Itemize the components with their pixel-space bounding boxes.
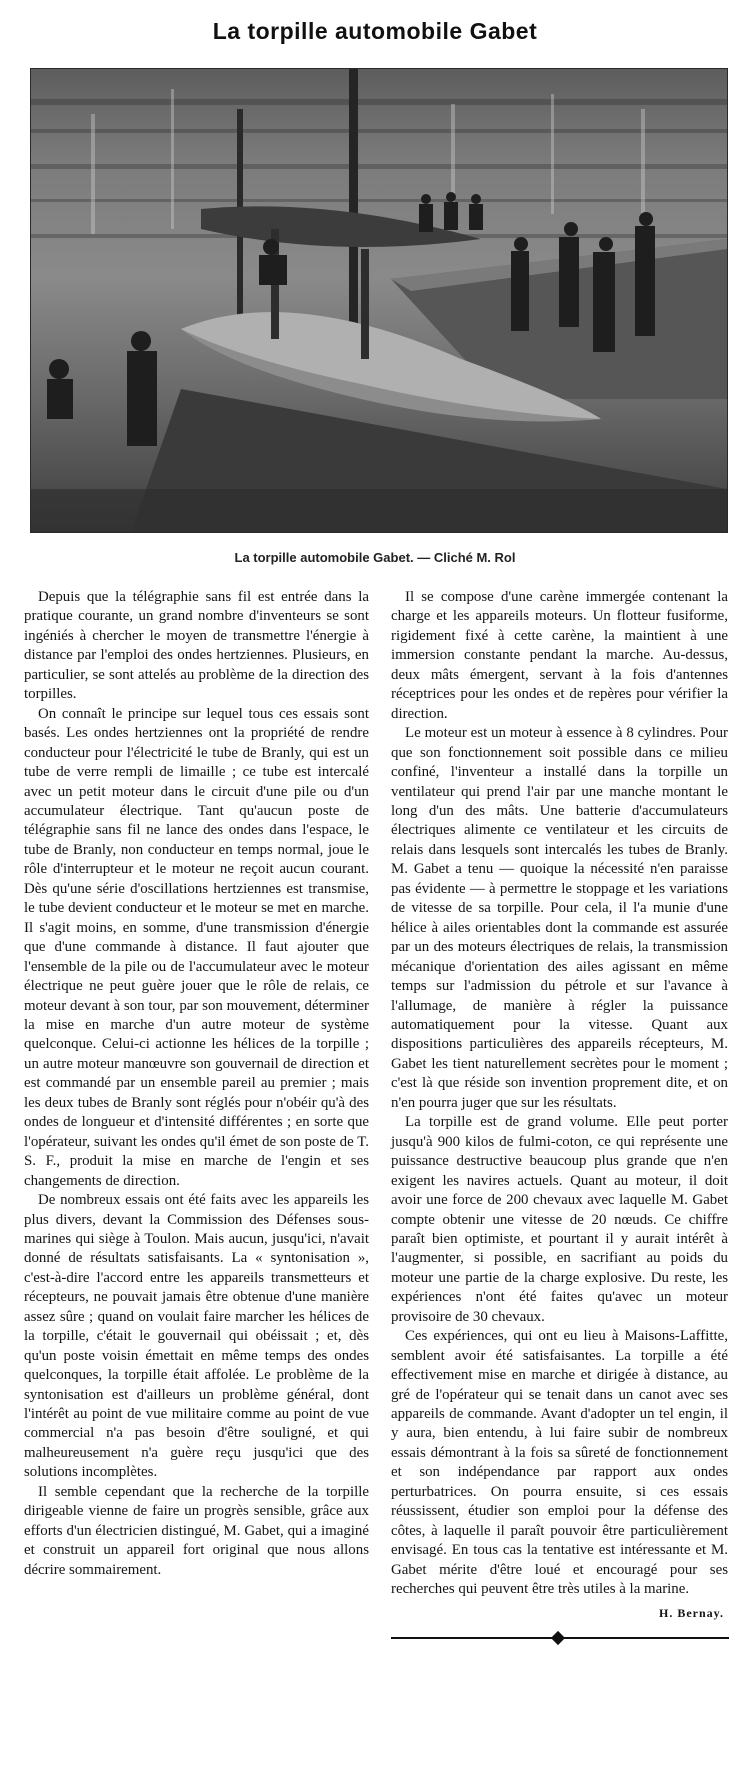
torpedo-photograph: [30, 68, 728, 533]
paragraph: Le moteur est un moteur à essence à 8 cylindres. Pour que son fonctionnement soit possible dans ce milieu confiné, l'inventeur a installé dans la torpille un ventilateur qui prend l'air par une manche montant le long d'un des mâts. Une batterie d'accumulateurs électriques alimente ce ventilateur et les circuits de relais dans lesquels sont intercalés les tubes de Branly. M. Gabet a tenu — quoique la nécessité n'en paraisse pas évidente — à permettre le stoppage et les variations de vitesse de sa torpille. Pour cela, il l'a munie d'une hélice à ailes orientables dont la commande est assurée par un des moteurs électriques de relais, la transmission mécanique d'orientation des ailes agissant en même temps sur l'admission du pétrole et sur l'avance à l'allumage, de manière à régler la puissance automatiquement pour la vitesse. Quant aux dispositions particulières des appareils récepteurs, M. Gabet les tient naturellement secrètes pour le moment ; c'est là que réside son invention proprement dite, et on n'en pourra juger que sur les résultats.: [391, 725, 728, 1111]
article-title: La torpille automobile Gabet: [212, 18, 538, 44]
paragraph: De nombreux essais ont été faits avec les appareils les plus divers, devant la Commission des Défenses sous-marines qui siège à Toulon. Mais aucun, jusqu'ici, n'avait donné de résultats satisfaisants. La « syntonisation », c'est-à-dire l'accord entre les appareils transmetteurs et récepteurs, ne pouvait jamais être obtenue d'une manière assez sûre ; quand on voulait faire marcher les hélices de la torpille, c'était le gouvernail qui obéissait ; et, dès qu'un poste voisin émettait en même temps des ondes quelconques, la torpille était affolée. Le problème de la syntonisation est d'ailleurs un problème général, dont l'intérêt au point de vue militaire comme au point de vue commercial n'a pas besoin d'être souligné, et qui malheureusement n'a guère reçu jusqu'ici que des solutions incomplètes.: [24, 1192, 369, 1481]
torpedo-photo-illustration: [31, 69, 727, 532]
paragraph: On connaît le principe sur lequel tous ces essais sont basés. Les ondes hertziennes ont la propriété de rendre conducteur pour l'électricité le tube de Branly, qui est un tube de verre rempli de limaille ; ce tube est intercalé avec un petit moteur dans le circuit d'une pile ou d'un accumulateur électrique. Tant qu'aucun poste de télégraphie sans fil ne lance des ondes dans l'espace, le tube de Branly, non conducteur en temps normal, joue le rôle d'interrupteur et le moteur ne reçoit aucun courant. Dès qu'une série d'oscillations hertziennes est transmise, le tube devient conducteur et le moteur se met en marche. Il s'agit moins, en somme, d'une transmission d'énergie que d'une commande à distance. Il faut ajouter que l'ensemble de la pile ou de l'accumulateur avec le moteur électrique ne peut guère jouer que le rôle de relais, ce moteur devant à son tour, par son mouvement, déterminer la mise en marche d'un autre moteur de système quelconque. Celui-ci actionne les hélices de la torpille ; un autre moteur manœuvre son gouvernail de direction et est commandé par un ensemble pareil au premier ; mais les deux tubes de Branly sont réglés pour n'obéir qu'à des ondes de longueur et d'intensité différentes ; en sorte que l'opérateur, suivant les ondes qu'il émet de son poste de T. S. F., produit la mise en marche de l'engin et ses changements de direction.: [24, 705, 369, 1189]
paragraph: Depuis que la télégraphie sans fil est entrée dans la pratique courante, un grand nombre d'inventeurs se sont ingéniés à chercher le moyen de transmettre l'énergie à distance par l'emploi des ondes hertziennes. Plusieurs, en particulier, se sont attelés au problème de la direction des torpilles.: [24, 589, 369, 703]
author-signature: H. Bernay.: [658, 1605, 724, 1620]
end-rule: [391, 1637, 729, 1639]
paragraph: Ces expériences, qui ont eu lieu à Maisons-Laffitte, semblent avoir été satisfaisantes. La torpille a été effectivement mise en marche et dirigée à distance, au gré de l'opérateur qui se tenait dans un canot avec ses appareils de commande. Avant d'adopter un tel engin, il y aura, bien entendu, à lui faire subir de nombreux essais démontrant à la fois sa sûreté de fonctionnement et son indépendance par rapport aux ondes perturbatrices. On pourra ensuite, si ces essais réussissent, étudier son emploi pour la défense des côtes, à laquelle il paraît pouvoir être particulièrement envisagé. En tous cas la tentative est intéressante et M. Gabet mérite d'être loué et encouragé pour ses recherches qui peuvent être très utiles à la marine.: [391, 1328, 728, 1598]
paragraph: Il se compose d'une carène immergée contenant la charge et les appareils moteurs. Un flotteur fusiforme, rigidement fixé à cette carène, la maintient à une immersion constante pendant la marche. Au-dessus, deux mâts émergent, servant à la fois d'antennes réceptrices pour les ondes et de repères pour vérifier la direction.: [391, 589, 728, 722]
paragraph: Il semble cependant que la recherche de la torpille dirigeable vienne de faire un progrès sensible, grâce aux efforts d'un électricien distingué, M. Gabet, qui a imaginé et construit un appareil fort original que nous allons décrire sommairement.: [24, 1483, 369, 1578]
paragraph: La torpille est de grand volume. Elle peut porter jusqu'à 900 kilos de fulmi-coton, ce qui représente une puissance destructive beaucoup plus grande que n'en exigent les navires actuels. Quant au moteur, il doit avoir une force de 200 chevaux avec laquelle M. Gabet compte obtenir une vitesse de 20 nœuds. Ce chiffre paraît bien optimiste, et pourtant il y aurait intérêt à l'augmenter, si possible, en sacrifiant au poids du moteur une partie de la charge explosive. Du reste, les expériences n'ont été faites qu'avec un moteur provisoire de 30 chevaux.: [391, 1114, 728, 1325]
article-column-right: [391, 588, 728, 1639]
photo-caption: La torpille automobile Gabet. — Cliché M. Rol: [234, 550, 516, 565]
article-column-left: [24, 588, 369, 1580]
